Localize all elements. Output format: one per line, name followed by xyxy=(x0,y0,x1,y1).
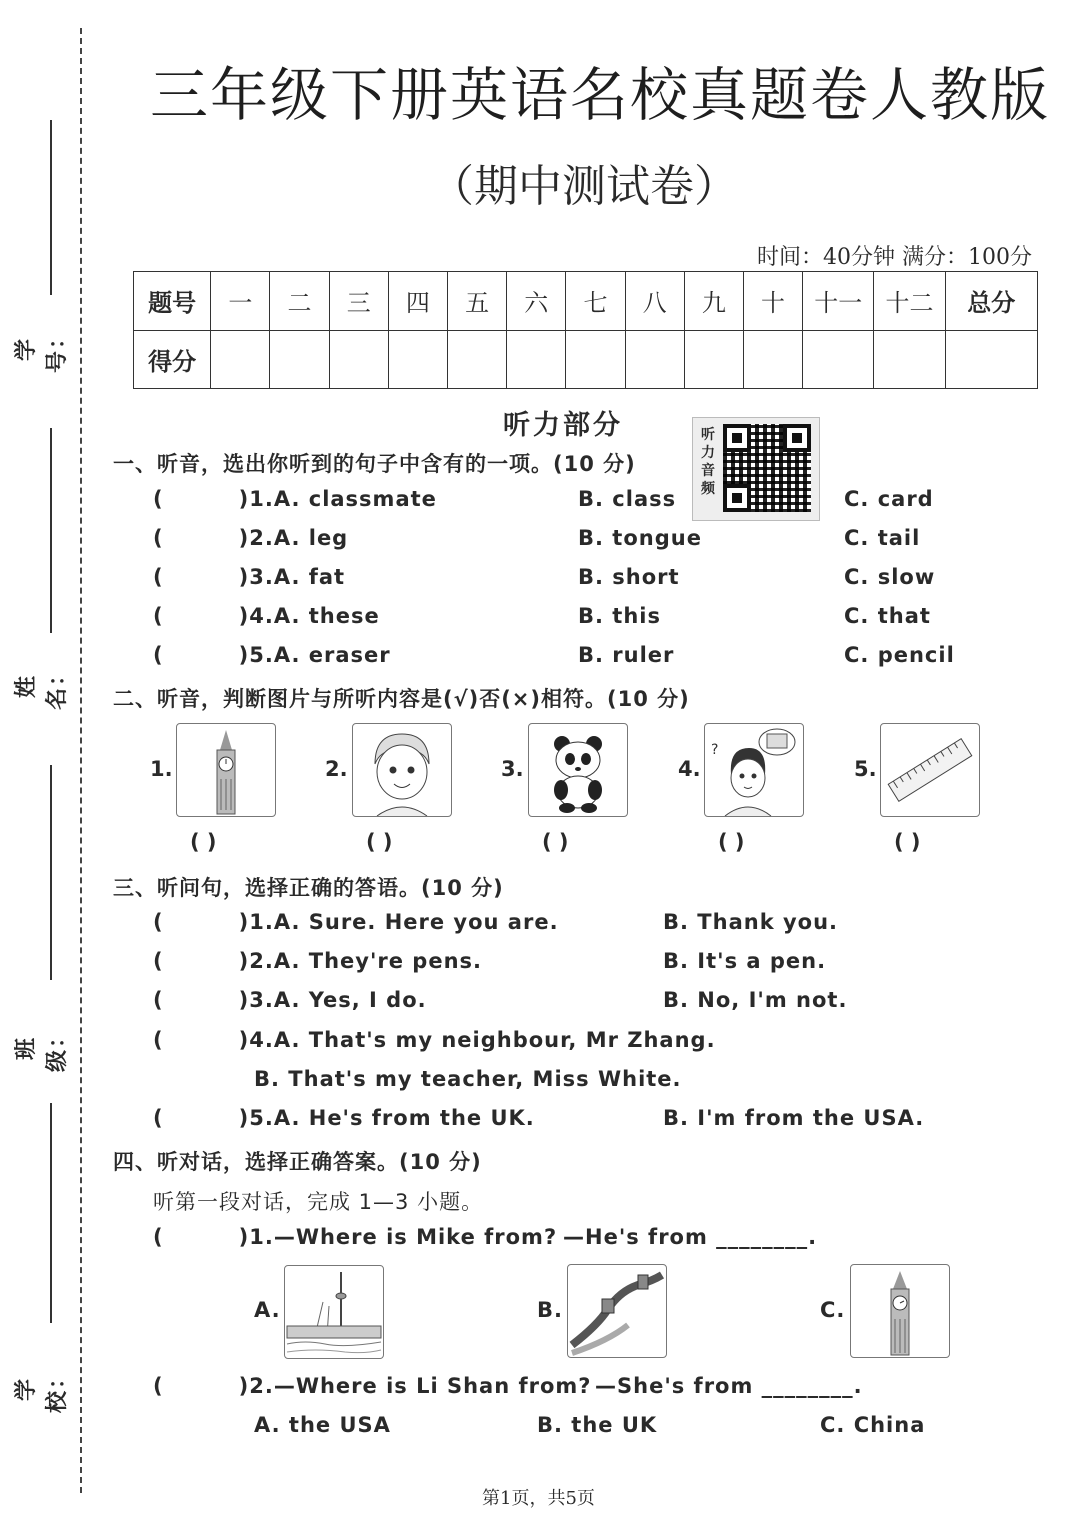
table-score-label: 得分 xyxy=(134,330,211,389)
section-3-title: 三、听问句，选择正确的答语。(10 分) xyxy=(113,876,504,900)
s4-q2-option-c: C. China xyxy=(820,1413,926,1437)
listening-part-title: 听力部分 xyxy=(503,410,623,441)
score-cell[interactable] xyxy=(388,330,447,389)
score-cell[interactable] xyxy=(329,330,388,389)
table-col: 五 xyxy=(448,272,507,331)
section-1-title: 一、听音，选出你听到的句子中含有的一项。(10 分) xyxy=(113,452,636,476)
score-cell[interactable] xyxy=(448,330,507,389)
s4-question-1: ( )1.—Where is Mike from? xyxy=(153,1225,558,1249)
name-label: 姓名： xyxy=(14,662,70,711)
table-col: 七 xyxy=(566,272,625,331)
answer-blank[interactable]: ( ) xyxy=(153,910,250,934)
qr-finder xyxy=(723,484,751,512)
ruler-icon xyxy=(880,723,980,817)
s1-question-5: ( )5.A. eraser xyxy=(153,643,391,667)
question-text: —Where is Mike from? xyxy=(273,1225,558,1249)
s1-q5-option-b: B. ruler xyxy=(578,643,675,667)
s4-q2-option-a: A. the USA xyxy=(254,1413,391,1437)
answer-blank[interactable]: ( ) xyxy=(153,1374,250,1398)
clock-tower-icon xyxy=(176,723,276,817)
panda-icon xyxy=(528,723,628,817)
s3-question-5: ( )5.A. He's from the UK. xyxy=(153,1106,535,1130)
answer-blank[interactable]: ( ) xyxy=(153,487,250,511)
answer-paren[interactable]: ( ) xyxy=(894,830,921,854)
s1-question-3: ( )3.A. fat xyxy=(153,565,346,589)
score-cell[interactable] xyxy=(803,330,874,389)
total-score-cell[interactable] xyxy=(945,330,1037,389)
city-tower-icon xyxy=(284,1265,384,1359)
qr-finder xyxy=(783,424,811,452)
s1-q2-option-c: C. tail xyxy=(844,526,921,550)
s1-q5-option-c: C. pencil xyxy=(844,643,955,667)
qr-label: 听力音频 xyxy=(701,427,715,497)
table-col: 三 xyxy=(329,272,388,331)
s4-q2-option-b: B. the UK xyxy=(537,1413,658,1437)
score-cell[interactable] xyxy=(270,330,329,389)
score-cell[interactable] xyxy=(566,330,625,389)
table-col: 二 xyxy=(270,272,329,331)
answer-paren[interactable]: ( ) xyxy=(718,830,745,854)
student-no-line[interactable] xyxy=(50,120,52,295)
s1-question-1: ( )1.A. classmate xyxy=(153,487,437,511)
answer-blank[interactable]: ( ) xyxy=(153,565,250,589)
answer-blank[interactable]: ( ) xyxy=(153,526,250,550)
s4-q1-option-a-label: A. xyxy=(254,1298,281,1322)
class-label: 班级： xyxy=(14,1024,70,1073)
option-a: A. classmate xyxy=(273,487,437,511)
s1-q3-option-c: C. slow xyxy=(844,565,936,589)
answer-blank[interactable]: ( ) xyxy=(153,643,250,667)
answer-blank[interactable]: ( ) xyxy=(153,1028,250,1052)
qr-code-icon xyxy=(723,424,811,512)
section-4-title: 四、听对话，选择正确答案。(10 分) xyxy=(113,1150,482,1174)
option-a: A. Yes, I do. xyxy=(273,988,427,1012)
answer-paren[interactable]: ( ) xyxy=(366,830,393,854)
s1-q4-option-b: B. this xyxy=(578,604,661,628)
big-ben-icon xyxy=(850,1264,950,1358)
s3-q2-option-b: B. It's a pen. xyxy=(663,949,827,973)
answer-blank[interactable]: ( ) xyxy=(153,988,250,1012)
score-cell[interactable] xyxy=(507,330,566,389)
score-cell[interactable] xyxy=(211,330,270,389)
section-2-title: 二、听音，判断图片与所听内容是(√)否(×)相符。(10 分) xyxy=(113,687,690,711)
table-col: 十一 xyxy=(803,272,874,331)
school-line[interactable] xyxy=(50,1103,52,1323)
s2-item-number: 5. xyxy=(854,757,877,781)
s3-question-1: ( )1.A. Sure. Here you are. xyxy=(153,910,559,934)
option-a: A. Sure. Here you are. xyxy=(273,910,559,934)
table-col: 八 xyxy=(625,272,684,331)
option-a: A. fat xyxy=(273,565,346,589)
s2-item-number: 2. xyxy=(325,757,348,781)
table-col: 九 xyxy=(684,272,743,331)
name-line[interactable] xyxy=(50,428,52,633)
s4-q1-answer-stem: —He's from ________. xyxy=(563,1225,818,1249)
page-title: 三年级下册英语名校真题卷人教版 xyxy=(150,61,1051,129)
s1-question-4: ( )4.A. these xyxy=(153,604,380,628)
answer-blank[interactable]: ( ) xyxy=(153,1106,250,1130)
time-score-info: 时间：40分钟 满分：100分 xyxy=(757,245,1032,270)
question-text: —Where is Li Shan from? xyxy=(273,1374,592,1398)
s1-question-2: ( )2.A. leg xyxy=(153,526,349,550)
option-a: A. leg xyxy=(273,526,349,550)
s1-q4-option-c: C. that xyxy=(844,604,931,628)
qr-code-box[interactable] xyxy=(692,417,820,521)
option-a: A. eraser xyxy=(273,643,391,667)
s3-question-2: ( )2.A. They're pens. xyxy=(153,949,482,973)
page-subtitle: （期中测试卷） xyxy=(430,161,738,212)
qr-finder xyxy=(723,424,751,452)
section-4-intro: 听第一段对话，完成 1—3 小题。 xyxy=(153,1190,484,1214)
table-col: 六 xyxy=(507,272,566,331)
class-line[interactable] xyxy=(50,765,52,980)
answer-blank[interactable]: ( ) xyxy=(153,604,250,628)
s1-q3-option-b: B. short xyxy=(578,565,680,589)
table-col: 一 xyxy=(211,272,270,331)
s3-q1-option-b: B. Thank you. xyxy=(663,910,839,934)
page-footer: 第1页，共5页 xyxy=(482,1488,595,1509)
option-a: A. these xyxy=(273,604,380,628)
table-total-label: 总分 xyxy=(945,272,1037,331)
s2-item-number: 1. xyxy=(150,757,173,781)
option-a: A. That's my neighbour, Mr Zhang. xyxy=(273,1028,716,1052)
s1-q2-option-b: B. tongue xyxy=(578,526,702,550)
score-cell[interactable] xyxy=(625,330,684,389)
score-cell[interactable] xyxy=(874,330,945,389)
great-wall-icon xyxy=(567,1264,667,1358)
s4-question-2: ( )2.—Where is Li Shan from? xyxy=(153,1374,592,1398)
s4-q2-answer-stem: —She's from ________. xyxy=(595,1374,863,1398)
svg-text:?: ? xyxy=(711,742,719,758)
s2-item-number: 3. xyxy=(501,757,524,781)
student-no-label: 学号： xyxy=(14,325,70,374)
s1-q1-option-c: C. card xyxy=(844,487,934,511)
s2-item-number: 4. xyxy=(678,757,701,781)
answer-paren[interactable]: ( ) xyxy=(190,830,217,854)
s4-q1-option-b-label: B. xyxy=(537,1298,563,1322)
score-cell[interactable] xyxy=(743,330,802,389)
s3-question-4: ( )4.A. That's my neighbour, Mr Zhang. xyxy=(153,1028,716,1052)
s3-q3-option-b: B. No, I'm not. xyxy=(663,988,848,1012)
s3-question-3: ( )3.A. Yes, I do. xyxy=(153,988,427,1012)
s4-q1-option-c-label: C. xyxy=(820,1298,846,1322)
table-col: 十二 xyxy=(874,272,945,331)
table-col: 十 xyxy=(743,272,802,331)
score-table xyxy=(133,271,1038,389)
score-cell[interactable] xyxy=(684,330,743,389)
school-label: 学校： xyxy=(14,1365,70,1414)
boy-face-icon xyxy=(352,723,452,817)
s3-q4-option-b: B. That's my teacher, Miss White. xyxy=(254,1067,682,1091)
option-a: A. He's from the UK. xyxy=(273,1106,535,1130)
answer-blank[interactable]: ( ) xyxy=(153,1225,250,1249)
binding-dashed-line xyxy=(80,28,82,1493)
answer-blank[interactable]: ( ) xyxy=(153,949,250,973)
table-header-label: 题号 xyxy=(134,272,211,331)
table-col: 四 xyxy=(388,272,447,331)
option-a: A. They're pens. xyxy=(273,949,482,973)
answer-paren[interactable]: ( ) xyxy=(542,830,569,854)
s1-q1-option-b: B. class xyxy=(578,487,677,511)
girl-thinking-icon xyxy=(704,723,804,817)
s3-q5-option-b: B. I'm from the USA. xyxy=(663,1106,925,1130)
